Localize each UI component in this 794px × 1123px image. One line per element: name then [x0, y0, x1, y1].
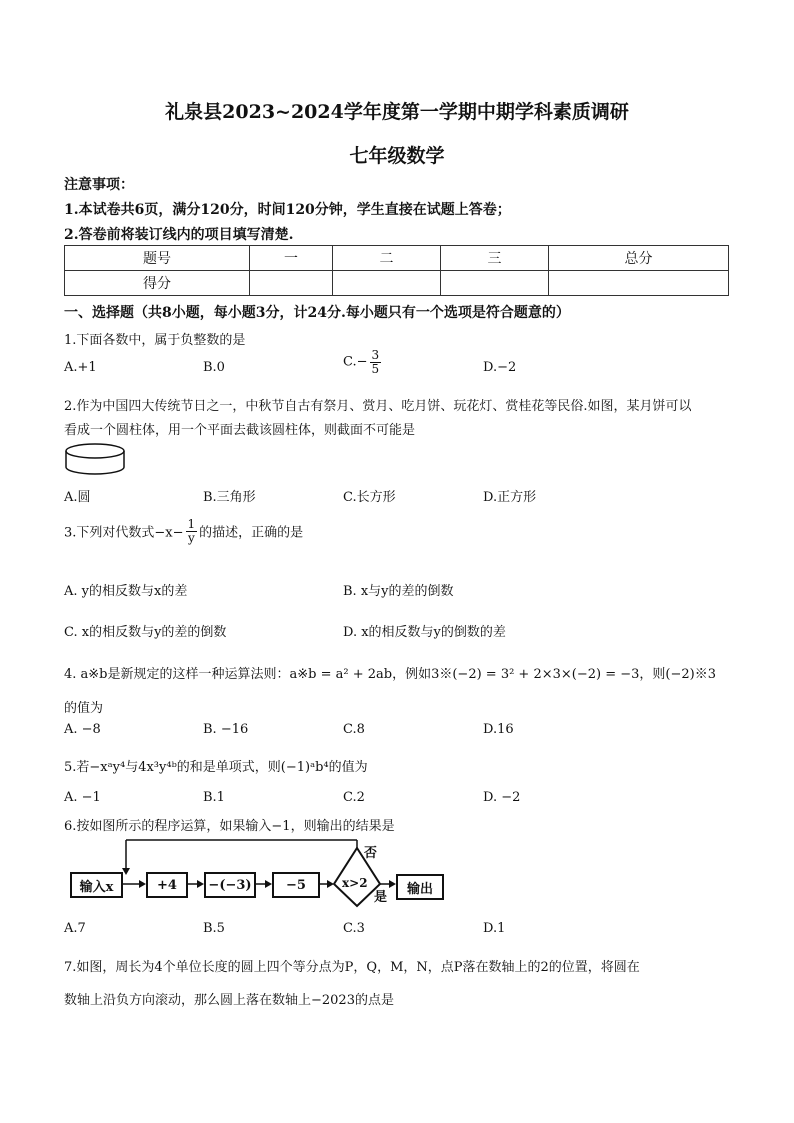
flow-step-minus-5: −5	[272, 872, 320, 898]
q6-stem: 6.按如图所示的程序运算，如果输入−1，则输出的结果是	[64, 819, 395, 834]
q5-stem: 5.若−xᵃy⁴与4x³y⁴ᵇ的和是单项式，则(−1)ᵃb⁴的值为	[64, 760, 368, 775]
q1-fraction-denominator: 5	[371, 361, 380, 376]
q1-option-d: D.−2	[483, 360, 517, 375]
score-table	[64, 245, 729, 296]
notice-item-1: 1.本试卷共6页，满分120分，时间120分钟，学生直接在试题上答卷；	[64, 202, 511, 218]
score-cell[interactable]	[250, 271, 333, 296]
q1-stem: 1.下面各数中，属于负整数的是	[64, 333, 246, 348]
q6-option-a: A.7	[64, 921, 86, 936]
notice-item-2: 2.答卷前将装订线内的项目填写清楚.	[64, 227, 294, 243]
q3-option-c: C. x的相反数与y的差的倒数	[64, 625, 227, 640]
q1-option-c	[343, 349, 383, 375]
q3-stem	[64, 518, 303, 544]
q4-option-a: A. −8	[64, 722, 101, 737]
q1-fraction-numerator: 3	[371, 348, 380, 362]
q6-flowchart	[66, 838, 446, 908]
notice-heading: 注意事项：	[64, 177, 134, 193]
mooncake-cylinder-figure	[64, 442, 126, 478]
flow-output-box: 输出	[396, 874, 444, 900]
score-cell[interactable]	[549, 271, 729, 296]
q1-option-b: B.0	[203, 360, 225, 375]
q4-stem-line-2: 的值为	[64, 701, 104, 716]
q7-stem-line-1: 7.如图，周长为4个单位长度的圆上四个等分点为P，Q，M，N，点P落在数轴上的2的位置，将圆在	[64, 960, 640, 975]
score-row-label: 得分	[65, 271, 250, 296]
flowchart-connectors	[66, 838, 446, 908]
score-table-score-row	[65, 271, 729, 296]
score-header-cell: 总分	[549, 246, 729, 271]
q3-stem-prefix: 3.下列对代数式−x−	[64, 525, 184, 541]
q2-option-b: B.三角形	[203, 490, 256, 505]
q4-option-b: B. −16	[203, 722, 249, 737]
score-header-cell: 二	[333, 246, 441, 271]
flow-input-box: 输入x	[70, 872, 123, 898]
q3-option-b: B. x与y的差的倒数	[343, 584, 454, 599]
q4-stem-line-1: 4. a※b是新规定的这样一种运算法则：a※b = a² + 2ab，例如3※(−2) = 3² + 2×3×(−2) = −3，则(−2)※3	[64, 667, 716, 682]
score-header-cell: 题号	[65, 246, 250, 271]
q6-option-c: C.3	[343, 921, 365, 936]
flow-condition: x>2	[342, 876, 368, 890]
flow-step-add-4: +4	[146, 872, 188, 898]
q1-option-a: A.+1	[64, 360, 97, 375]
q3-option-a: A. y的相反数与x的差	[64, 584, 188, 599]
q2-option-c: C.长方形	[343, 490, 396, 505]
q2-stem-line-2: 看成一个圆柱体，用一个平面去截该圆柱体，则截面不可能是	[64, 423, 416, 438]
q2-option-a: A.圆	[64, 490, 91, 505]
exam-title: 礼泉县2023~2024学年度第一学期中期学科素质调研	[165, 101, 629, 123]
q6-option-d: D.1	[483, 921, 506, 936]
flow-step-minus-neg-3: −(−3)	[204, 872, 256, 898]
q2-stem-line-1: 2.作为中国四大传统节日之一，中秋节自古有祭月、赏月、吃月饼、玩花灯、赏桂花等民俗.如图，某月饼可以	[64, 399, 692, 414]
q1-option-c-prefix: C.−	[343, 354, 368, 370]
q5-option-b: B.1	[203, 790, 225, 805]
q2-option-d: D.正方形	[483, 490, 537, 505]
score-header-cell: 一	[250, 246, 333, 271]
q7-stem-line-2: 数轴上沿负方向滚动，那么圆上落在数轴上−2023的点是	[64, 993, 394, 1008]
score-table-header-row	[65, 246, 729, 271]
score-cell[interactable]	[333, 271, 441, 296]
q6-option-b: B.5	[203, 921, 225, 936]
q4-option-d: D.16	[483, 722, 514, 737]
q1-option-c-fraction	[370, 349, 382, 375]
section-1-heading: 一、选择题（共8小题，每小题3分，计24分.每小题只有一个选项是符合题意的）	[64, 305, 570, 321]
q3-fraction	[186, 518, 198, 544]
exam-subtitle: 七年级数学	[349, 145, 445, 167]
q3-fraction-denominator: y	[187, 530, 195, 545]
q3-option-d: D. x的相反数与y的倒数的差	[343, 625, 506, 640]
q3-fraction-numerator: 1	[187, 517, 196, 531]
q5-option-d: D. −2	[483, 790, 521, 805]
score-cell[interactable]	[441, 271, 549, 296]
score-header-cell: 三	[441, 246, 549, 271]
q5-option-c: C.2	[343, 790, 365, 805]
q4-option-c: C.8	[343, 722, 365, 737]
flow-yes-label: 是	[374, 890, 388, 905]
q5-option-a: A. −1	[64, 790, 101, 805]
flow-no-label: 否	[364, 846, 378, 861]
q3-stem-suffix: 的描述，正确的是	[199, 525, 304, 541]
